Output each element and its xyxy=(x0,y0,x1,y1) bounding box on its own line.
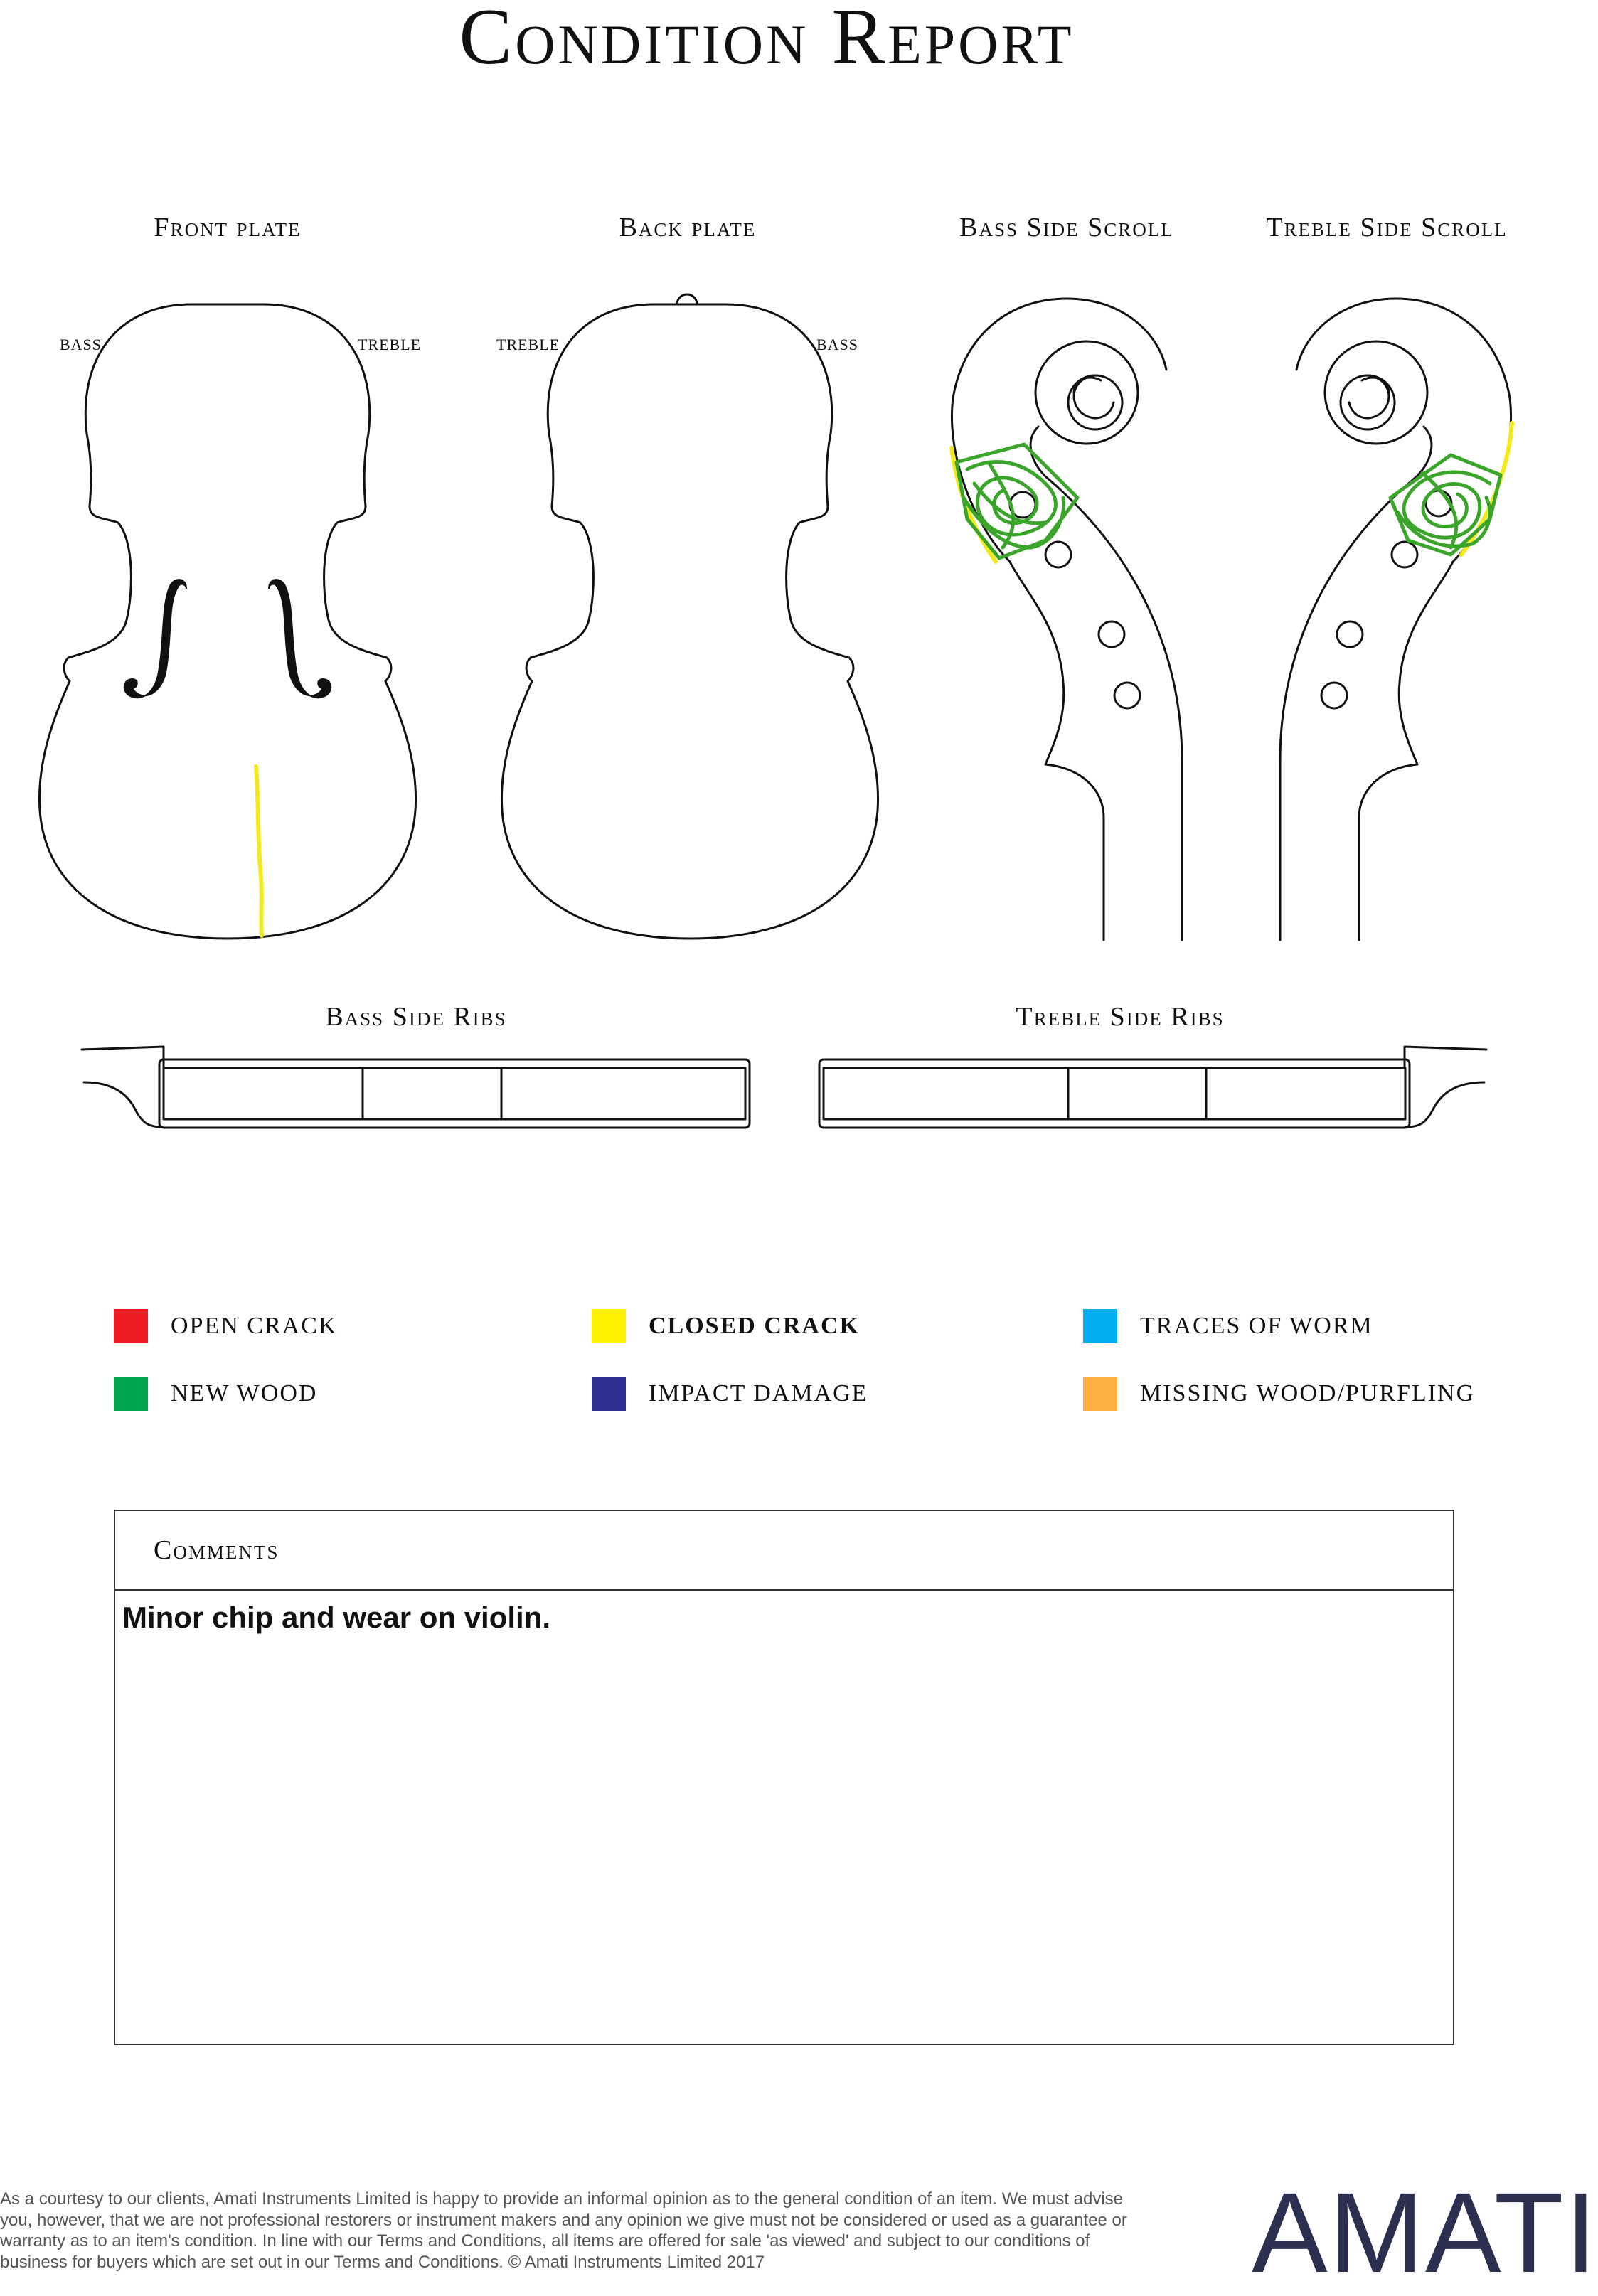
f-holes xyxy=(124,580,331,698)
bass-ribs-drawing xyxy=(82,1047,750,1128)
legend-new-wood xyxy=(114,1376,317,1411)
closed-crack-marks xyxy=(256,423,1512,936)
bass-side-scroll-label: Bass Side Scroll xyxy=(959,213,1174,242)
page-title: Condition Report xyxy=(459,0,1075,81)
traces-of-worm-label: TRACES OF WORM xyxy=(1140,1313,1373,1339)
legend-missing-wood xyxy=(1083,1376,1475,1411)
disclaimer-text: As a courtesy to our clients, Amati Instruments Limited is happy to provide an informal opinion as to the general condition of an item. We must advise you, however, that we are not professional restorers or instrument makers and any opinion we give must not be considered or used as a guarantee or warranty as to an item's condition. In line with our Terms and Conditions, all items are offered for sale 'as viewed' and subject to our conditions of business for buyers which are set out in our Terms and Conditions. © Amati Instruments Limited 2017 xyxy=(0,2189,1127,2272)
new-wood-marks xyxy=(957,444,1501,558)
comments-box xyxy=(114,1510,1454,2045)
open-crack-swatch xyxy=(114,1309,148,1343)
back-bass-label: BASS xyxy=(816,336,859,353)
legend-closed-crack xyxy=(592,1308,860,1344)
legend-open-crack xyxy=(114,1308,337,1344)
impact-damage-label: IMPACT DAMAGE xyxy=(649,1380,868,1406)
legend-impact-damage xyxy=(592,1376,868,1411)
back-plate-label: Back plate xyxy=(619,213,757,242)
front-plate-outline xyxy=(39,304,415,939)
bass-scroll-drawing xyxy=(952,299,1182,940)
closed-crack-label: CLOSED CRACK xyxy=(649,1313,860,1339)
missing-wood-label: MISSING WOOD/PURFLING xyxy=(1140,1380,1476,1406)
front-plate-label: Front plate xyxy=(154,213,302,242)
front-bass-label: BASS xyxy=(60,336,102,353)
impact-damage-swatch xyxy=(592,1377,626,1411)
treble-side-ribs-label: Treble Side Ribs xyxy=(1016,1002,1225,1032)
back-button xyxy=(677,294,697,304)
back-plate-outline xyxy=(501,304,878,939)
legend-traces-of-worm xyxy=(1083,1308,1373,1344)
closed-crack-swatch xyxy=(592,1309,626,1343)
treble-ribs-drawing xyxy=(819,1047,1486,1128)
comments-text[interactable]: Minor chip and wear on violin. xyxy=(122,1601,551,1634)
violin-diagrams xyxy=(0,0,1533,1152)
amati-logo: AMATI xyxy=(1252,2169,1598,2296)
new-wood-label: NEW WOOD xyxy=(171,1380,318,1406)
front-closed-crack xyxy=(256,767,262,936)
right-f-hole xyxy=(269,580,331,698)
open-crack-label: OPEN CRACK xyxy=(171,1313,338,1339)
treble-scroll-new-wood xyxy=(1390,455,1501,555)
back-treble-label: TREBLE xyxy=(496,336,560,353)
treble-side-scroll-label: Treble Side Scroll xyxy=(1266,213,1508,242)
front-treble-label: TREBLE xyxy=(358,336,422,353)
left-f-hole xyxy=(124,580,186,698)
treble-scroll-drawing xyxy=(1280,299,1511,940)
new-wood-swatch xyxy=(114,1377,148,1411)
bass-side-ribs-label: Bass Side Ribs xyxy=(325,1002,507,1032)
traces-of-worm-swatch xyxy=(1083,1309,1117,1343)
missing-wood-swatch xyxy=(1083,1377,1117,1411)
comments-heading: Comments xyxy=(115,1511,1453,1591)
